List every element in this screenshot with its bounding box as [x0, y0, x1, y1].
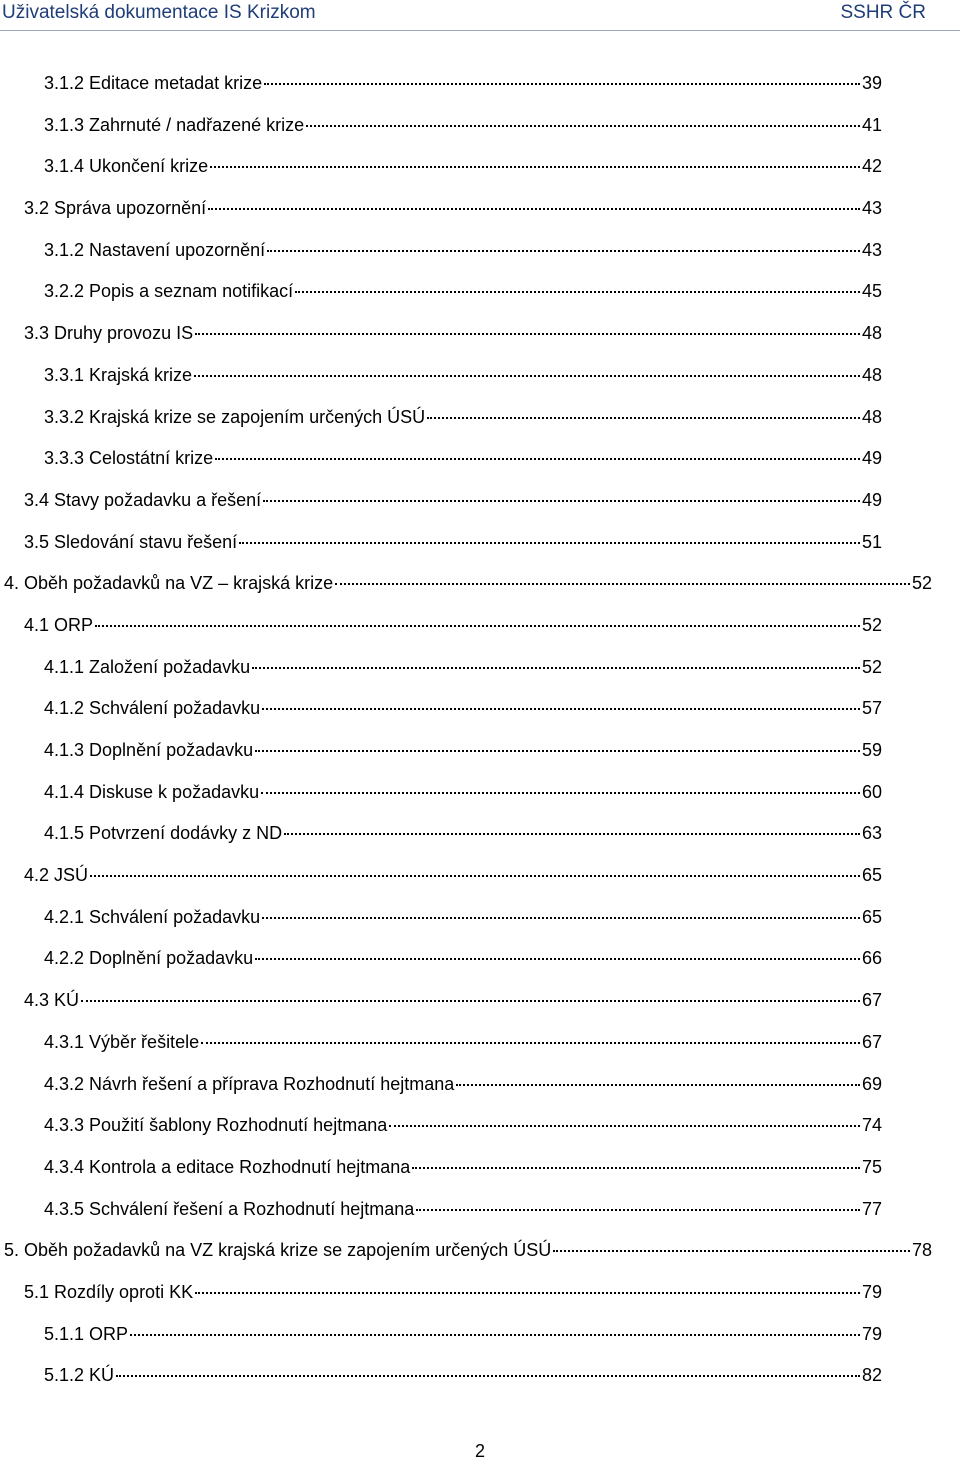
toc-dot-leader [252, 667, 860, 669]
toc-entry-line[interactable] [44, 271, 882, 313]
toc-entry-title: 3.3.1 Krajská krize [44, 364, 193, 385]
toc-dot-leader [263, 500, 860, 502]
toc-entry[interactable] [0, 772, 960, 814]
toc-entry[interactable] [0, 522, 960, 564]
toc-entry-title: 4.1.2 Schválení požadavku [44, 698, 261, 719]
toc-entry-line[interactable] [44, 105, 882, 147]
toc-dot-leader [427, 417, 860, 419]
toc-entry-line[interactable] [44, 146, 882, 188]
toc-entry[interactable] [0, 647, 960, 689]
toc-entry-page-number: 65 [861, 865, 882, 886]
toc-entry-line[interactable] [44, 230, 882, 272]
toc-entry-line[interactable] [44, 1064, 882, 1106]
toc-entry-page-number: 82 [861, 1365, 882, 1386]
toc-entry-page-number: 39 [861, 73, 882, 93]
toc-entry-title: 4.3.2 Návrh řešení a příprava Rozhodnutí hejtmana [44, 1073, 455, 1094]
toc-entry-title: 3.1.2 Nastavení upozornění [44, 239, 266, 260]
toc-entry-title: 3.3.3 Celostátní krize [44, 448, 214, 469]
toc-entry-title: 4.1.4 Diskuse k požadavku [44, 781, 260, 802]
toc-dot-leader [130, 1334, 860, 1336]
toc-entry-line[interactable] [44, 688, 882, 730]
toc-entry-title: 5.1.2 KÚ [44, 1365, 115, 1386]
toc-entry-title: 4.1.1 Založení požadavku [44, 656, 251, 677]
toc-entry[interactable] [0, 1314, 960, 1356]
toc-dot-leader [195, 333, 860, 335]
toc-entry-line[interactable] [44, 355, 882, 397]
toc-entry-page-number: 41 [861, 114, 882, 135]
toc-dot-leader [195, 1292, 860, 1294]
toc-entry[interactable] [0, 605, 960, 647]
toc-entry[interactable] [0, 813, 960, 855]
toc-entry-line[interactable] [44, 1355, 882, 1397]
toc-entry-title: 3.3.2 Krajská krize se zapojením určených ÚSÚ [44, 406, 426, 427]
toc-entry[interactable] [0, 397, 960, 439]
toc-entry[interactable] [0, 105, 960, 147]
toc-entry-line[interactable] [24, 855, 882, 897]
toc-entry-line[interactable] [24, 980, 882, 1022]
toc-entry-page-number: 79 [861, 1281, 882, 1302]
toc-entry[interactable] [0, 1272, 960, 1314]
toc-dot-leader [239, 542, 860, 544]
toc-entry[interactable] [0, 230, 960, 272]
toc-dot-leader [295, 291, 860, 293]
toc-dot-leader [306, 125, 860, 127]
toc-entry-line[interactable] [44, 1105, 882, 1147]
toc-entry-page-number: 52 [911, 573, 932, 594]
toc-entry-title: 3.3 Druhy provozu IS [24, 323, 194, 344]
toc-entry-line[interactable] [44, 1022, 882, 1064]
page-number: 2 [474, 1441, 485, 1461]
header-document-title: Uživatelská dokumentace IS Krizkom [2, 2, 316, 23]
toc-dot-leader [255, 958, 860, 960]
toc-entry-page-number: 75 [861, 1156, 882, 1177]
toc-entry-page-number: 48 [861, 406, 882, 427]
toc-entry-line[interactable] [44, 1314, 882, 1356]
toc-entry-line[interactable] [44, 63, 882, 105]
toc-entry-line[interactable] [4, 1230, 932, 1272]
toc-entry[interactable] [0, 271, 960, 313]
toc-entry-page-number: 66 [861, 948, 882, 969]
toc-dot-leader [456, 1084, 860, 1086]
toc-entry-title: 4.1 ORP [24, 614, 94, 635]
toc-entry[interactable] [0, 938, 960, 980]
toc-dot-leader [284, 833, 860, 835]
toc-entry[interactable] [0, 355, 960, 397]
toc-entry-line[interactable] [4, 563, 932, 605]
toc-entry-line[interactable] [44, 397, 882, 439]
toc-entry-page-number: 78 [911, 1240, 932, 1261]
toc-entry-page-number: 43 [861, 198, 882, 219]
toc-entry-page-number: 69 [861, 1073, 882, 1094]
toc-entry-line[interactable] [44, 730, 882, 772]
toc-entry-title: 4.2.2 Doplnění požadavku [44, 948, 254, 969]
toc-entry-line[interactable] [44, 813, 882, 855]
toc-entry-page-number: 74 [861, 1115, 882, 1136]
toc-entry-page-number: 77 [861, 1198, 882, 1219]
toc-entry[interactable] [0, 146, 960, 188]
toc-entry-line[interactable] [44, 772, 882, 814]
toc-entry-page-number: 43 [861, 239, 882, 260]
toc-entry[interactable] [0, 980, 960, 1022]
toc-dot-leader [90, 875, 860, 877]
toc-entry-title: 4.3.3 Použití šablony Rozhodnutí hejtmana [44, 1115, 388, 1136]
toc-entry-page-number: 49 [861, 489, 882, 510]
toc-entry-line[interactable] [24, 313, 882, 355]
toc-entry-page-number: 63 [861, 823, 882, 844]
toc-dot-leader [95, 625, 860, 627]
toc-entry-page-number: 48 [861, 364, 882, 385]
header-organization: SSHR ČR [840, 2, 926, 23]
toc-entry-title: 3.1.4 Ukončení krize [44, 156, 209, 177]
toc-entry-page-number: 42 [861, 156, 882, 177]
toc-entry-title: 4.3.1 Výběr řešitele [44, 1031, 200, 1052]
toc-entry-title: 3.2 Správa upozornění [24, 198, 207, 219]
toc-entry-page-number: 57 [861, 698, 882, 719]
toc-dot-leader [389, 1125, 860, 1127]
page-footer [0, 1441, 960, 1462]
toc-entry[interactable] [0, 438, 960, 480]
toc-entry[interactable] [0, 1189, 960, 1231]
toc-entry-title: 4.3.4 Kontrola a editace Rozhodnutí hejtmana [44, 1156, 411, 1177]
toc-entry-line[interactable] [24, 1272, 882, 1314]
toc-entry-line[interactable] [44, 897, 882, 939]
toc-entry-page-number: 67 [861, 1031, 882, 1052]
toc-entry-title: 4.3 KÚ [24, 990, 80, 1011]
toc-entry-title: 3.4 Stavy požadavku a řešení [24, 489, 262, 510]
toc-entry[interactable] [0, 63, 960, 105]
toc-entry-page-number: 52 [861, 614, 882, 635]
toc-entry-title: 3.5 Sledování stavu řešení [24, 531, 238, 552]
toc-dot-leader [261, 792, 860, 794]
toc-dot-leader [553, 1250, 910, 1252]
toc-entry-title: 3.1.3 Zahrnuté / nadřazené krize [44, 114, 305, 135]
toc-entry[interactable] [0, 1230, 960, 1272]
toc-entry-page-number: 48 [861, 323, 882, 344]
toc-entry-page-number: 79 [861, 1323, 882, 1344]
toc-entry[interactable] [0, 480, 960, 522]
toc-entry-line[interactable] [44, 938, 882, 980]
toc-entry[interactable] [0, 897, 960, 939]
toc-entry-line[interactable] [44, 1189, 882, 1231]
toc-entry[interactable] [0, 688, 960, 730]
toc-entry-page-number: 49 [861, 448, 882, 469]
table-of-contents [0, 63, 960, 1397]
toc-entry[interactable] [0, 188, 960, 230]
toc-entry-title: 4.3.5 Schválení řešení a Rozhodnutí hejtmana [44, 1198, 415, 1219]
toc-entry-title: 4.1.5 Potvrzení dodávky z ND [44, 823, 283, 844]
toc-dot-leader [412, 1167, 860, 1169]
toc-entry[interactable] [0, 855, 960, 897]
toc-entry-line[interactable] [44, 438, 882, 480]
toc-entry-title: 5.1 Rozdíly oproti KK [24, 1281, 194, 1302]
toc-dot-leader [210, 166, 860, 168]
toc-dot-leader [335, 583, 910, 585]
toc-entry[interactable] [0, 1355, 960, 1397]
toc-dot-leader [416, 1209, 860, 1211]
toc-entry-title: 5.1.1 ORP [44, 1323, 129, 1344]
toc-entry-title: 4.1.3 Doplnění požadavku [44, 740, 254, 760]
toc-entry-title: 3.1.2 Editace metadat krize [44, 73, 263, 93]
toc-entry-line[interactable] [44, 1147, 882, 1189]
toc-entry-line[interactable] [24, 522, 882, 564]
toc-dot-leader [262, 917, 860, 919]
toc-entry[interactable] [0, 730, 960, 772]
toc-entry-line[interactable] [24, 480, 882, 522]
toc-entry[interactable] [0, 563, 960, 605]
toc-dot-leader [264, 83, 860, 85]
toc-dot-leader [267, 250, 860, 252]
toc-entry-title: 3.2.2 Popis a seznam notifikací [44, 281, 294, 302]
toc-entry-line[interactable] [24, 188, 882, 230]
toc-entry-page-number: 65 [861, 906, 882, 927]
toc-entry-page-number: 60 [861, 781, 882, 802]
toc-entry-page-number: 67 [861, 990, 882, 1011]
toc-dot-leader [215, 458, 860, 460]
toc-entry[interactable] [0, 1064, 960, 1106]
toc-dot-leader [208, 208, 860, 210]
toc-entry-title: 4.2 JSÚ [24, 865, 89, 886]
toc-dot-leader [255, 750, 860, 752]
toc-entry[interactable] [0, 313, 960, 355]
header-divider [0, 30, 960, 31]
toc-dot-leader [201, 1042, 860, 1044]
toc-entry-line[interactable] [44, 647, 882, 689]
toc-entry-page-number: 51 [861, 531, 882, 552]
page-header [0, 0, 960, 28]
toc-entry-line[interactable] [24, 605, 882, 647]
toc-dot-leader [81, 1000, 860, 1002]
toc-entry[interactable] [0, 1147, 960, 1189]
toc-dot-leader [116, 1375, 860, 1377]
toc-entry-title: 4.2.1 Schválení požadavku [44, 906, 261, 927]
toc-entry-title: 4. Oběh požadavků na VZ – krajská krize [4, 573, 334, 594]
toc-dot-leader [262, 708, 860, 710]
toc-dot-leader [194, 375, 860, 377]
toc-entry[interactable] [0, 1105, 960, 1147]
toc-entry-page-number: 59 [861, 740, 882, 760]
toc-entry-title: 5. Oběh požadavků na VZ krajská krize se zapojením určených ÚSÚ [4, 1240, 552, 1261]
toc-entry[interactable] [0, 1022, 960, 1064]
toc-entry-page-number: 52 [861, 656, 882, 677]
toc-entry-page-number: 45 [861, 281, 882, 302]
